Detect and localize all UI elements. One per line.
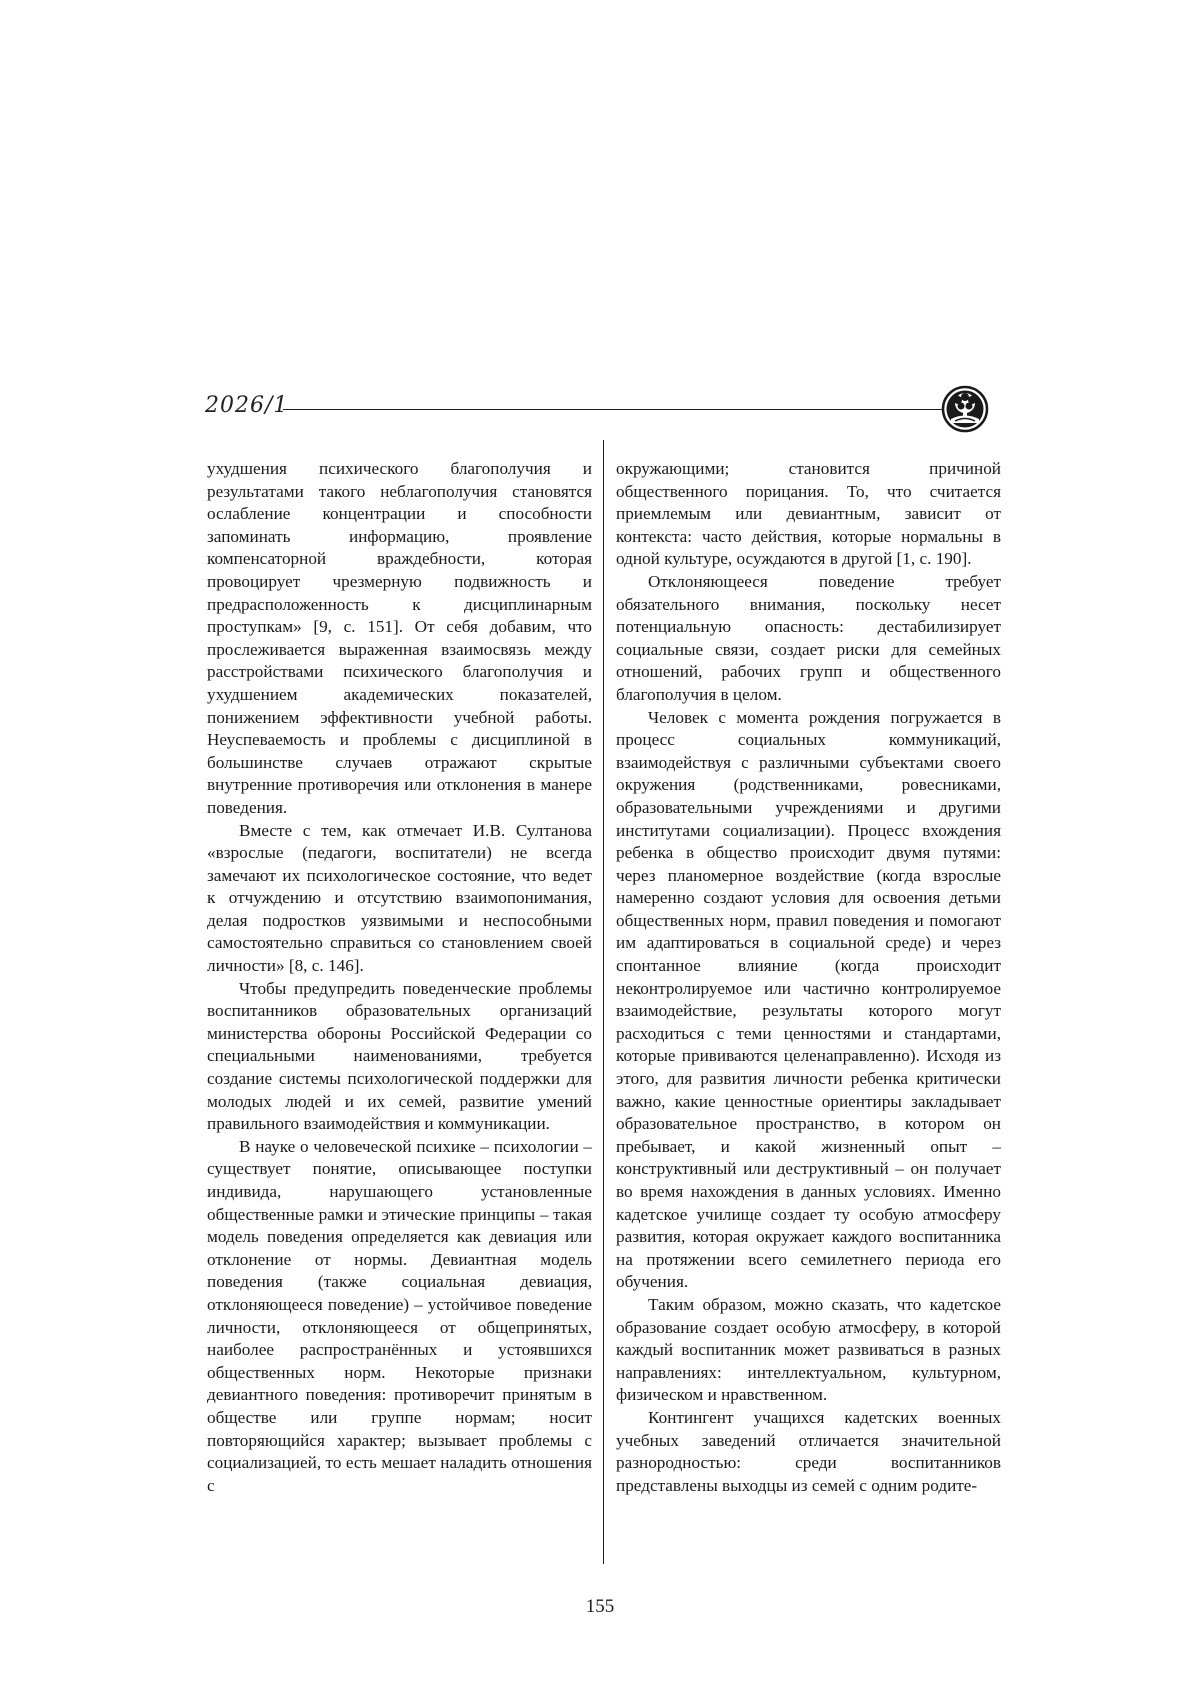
running-header (205, 385, 1005, 435)
header-rule (283, 409, 943, 410)
left-column (207, 458, 592, 1497)
paragraph: ухудшения психического благополучия и результатами такого неблагополучия становятся ослабление концентрации и способности запоминать информацию, проявление компенсаторной враждебности, которая провоцирует чрезмерную подвижность и предрасположенность к дисциплинарным проступкам» [9, с. 151]. От себя добавим, что прослеживается выраженная взаимосвязь между расстройствами психического благополучия и ухудшением академических показателей, понижением эффективности учебной работы. Неуспеваемость и проблемы с дисциплиной в большинстве случаев отражают скрытые внутренние противоречия или отклонения в манере поведения. (207, 459, 592, 817)
paragraph: Отклоняющееся поведение требует обязательного внимания, поскольку несет потенциальную опасность: дестабилизирует социальные связи, создает риски для семейных отношений, рабочих групп и общественного благополучия в целом. (616, 571, 1001, 704)
paragraph: Контингент учащихся кадетских военных учебных заведений отличается значительной разнородностью: среди воспитанников представлены выходцы из семей с одним родите- (616, 1407, 1001, 1495)
tree-emblem-icon (941, 385, 989, 433)
paragraph: Человек с момента рождения погружается в процесс социальных коммуникаций, взаимодействуя с различными субъектами своего окружения (родственниками, ровесниками, образовательными учреждениями и другими институтами социализации). Процесс вхождения ребенка в общество происходит двумя путями: через планомерное воздействие (когда взрослые намеренно создают условия для освоения детьми общественных норм, правил поведения и помогают им адаптироваться в социальной среде) и через спонтанное влияние (когда происходит неконтролируемое или частично контролируемое взаимодействие, результаты которого могут расходиться с теми ценностями и стандартами, которые прививаются целенаправленно). Исходя из этого, для развития личности ребенка критически важно, какие ценностные ориентиры закладывает образовательное пространство, в котором он пребывает, и какой жизненный опыт – конструктивный или деструктивный – он получает во время нахождения в данных условиях. Именно кадетское училище создает ту особую атмосферу развития, которая окружает каждого воспитанника на протяжении всего семилетнего периода его обучения. (616, 707, 1001, 1292)
paragraph: Вместе с тем, как отмечает И.В. Султанова «взрослые (педагоги, воспитатели) не всегда замечают их психологическое состояние, что ведет к отчуждению и отсутствию взаимопонимания, делая подростков уязвимыми и неспособными самостоятельно справиться со становлением своей личности» [8, с. 146]. (207, 820, 592, 976)
issue-number: 2026/1 (205, 393, 289, 418)
column-divider (603, 440, 604, 1564)
paragraph: В науке о человеческой психике – психологии – существует понятие, описывающее поступки индивида, нарушающего установленные общественные рамки и этические принципы – такая модель поведения определяется как девиация или отклонение от нормы. Девиантная модель поведения (также социальная девиация, отклоняющееся поведение) – устойчивое поведение личности, отклоняющееся от общепринятых, наиболее распространённых и устоявшихся общественных норм. Некоторые признаки девиантного поведения: противоречит принятым в обществе или группе нормам; носит повторяющийся характер; вызывает проблемы с социализацией, то есть мешает наладить отношения с (207, 1136, 592, 1495)
right-column (616, 458, 1001, 1497)
paragraph: Чтобы предупредить поведенческие проблемы воспитанников образовательных организаций министерства обороны Российской Федерации со специальными наименованиями, требуется создание системы психологической поддержки для молодых людей и их семей, развитие умений правильного взаимодействия и коммуникации. (207, 978, 592, 1134)
paragraph: Таким образом, можно сказать, что кадетское образование создает особую атмосферу, в которой каждый воспитанник может развиваться в разных направлениях: интеллектуальном, культурном, физическом и нравственном. (616, 1294, 1001, 1405)
paragraph: окружающими; становится причиной общественного порицания. То, что считается приемлемым или девиантным, зависит от контекста: часто действия, которые нормальны в одной культуре, осуждаются в другой [1, с. 190]. (616, 459, 1001, 569)
page-number: 155 (585, 1596, 615, 1617)
